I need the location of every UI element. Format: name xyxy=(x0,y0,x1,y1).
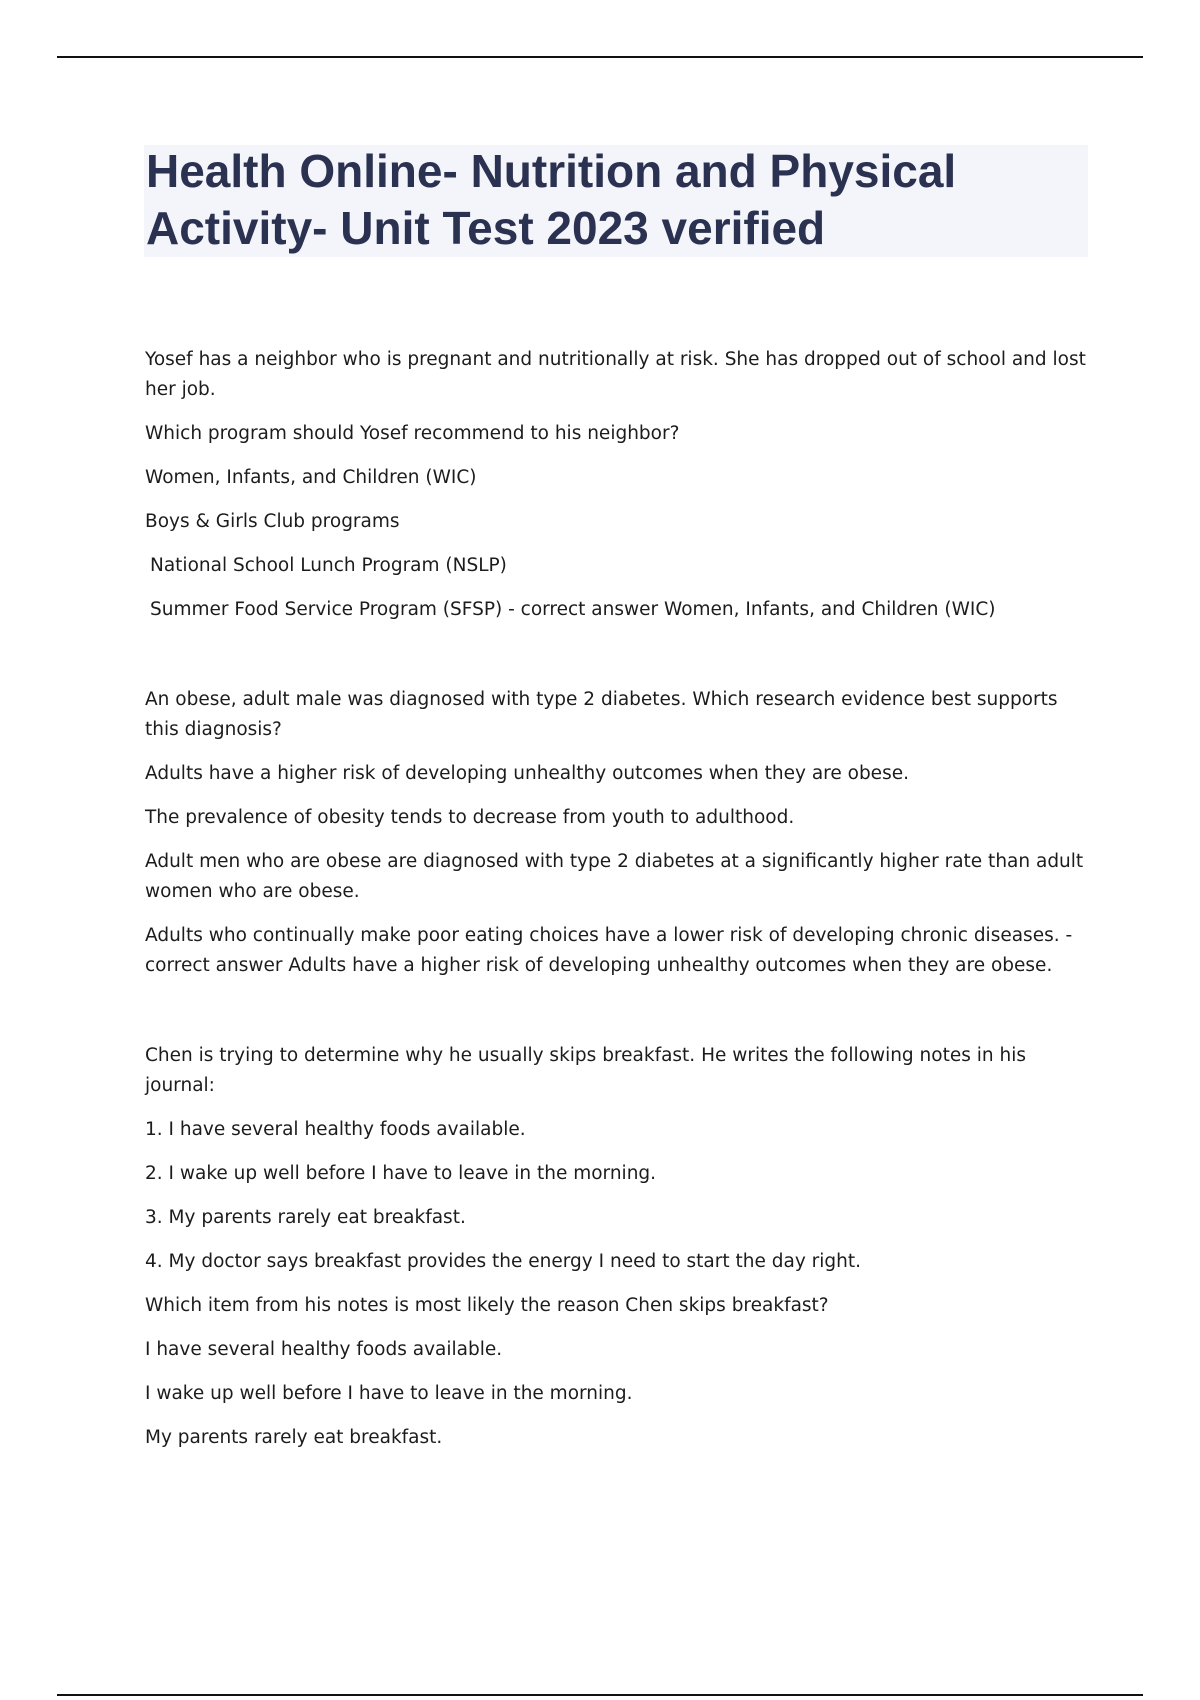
answer-option-with-correct-answer: Adults who continually make poor eating choices have a lower risk of developing chronic diseases. - correct answer Adults have a higher risk of developing unhealthy outcomes when they are obese. xyxy=(145,925,1073,976)
journal-note: 1. I have several healthy foods available. xyxy=(145,1119,526,1140)
journal-note: 2. I wake up well before I have to leave in the morning. xyxy=(145,1163,657,1184)
answer-option: Adult men who are obese are diagnosed with type 2 diabetes at a significantly higher rate than adult women who are obese. xyxy=(145,851,1084,902)
question-text: Yosef has a neighbor who is pregnant and nutritionally at risk. She has dropped out of school and lost her job. xyxy=(145,349,1086,400)
question-block-1 xyxy=(145,345,1090,625)
question-text: An obese, adult male was diagnosed with type 2 diabetes. Which research evidence best supports this diagnosis? xyxy=(145,689,1058,740)
question-prompt: Which item from his notes is most likely the reason Chen skips breakfast? xyxy=(145,1295,829,1316)
bottom-rule xyxy=(57,1694,1143,1696)
document-body xyxy=(145,345,1090,1467)
answer-option: My parents rarely eat breakfast. xyxy=(145,1427,443,1448)
document-title: Health Online- Nutrition and Physical Activity- Unit Test 2023 verified xyxy=(146,145,957,254)
journal-note: 4. My doctor says breakfast provides the energy I need to start the day right. xyxy=(145,1251,861,1272)
question-block-2 xyxy=(145,685,1090,981)
answer-option: Boys & Girls Club programs xyxy=(145,511,400,532)
question-block-3 xyxy=(145,1041,1090,1453)
answer-option-with-correct-answer: Summer Food Service Program (SFSP) - correct answer Women, Infants, and Children (WIC) xyxy=(150,599,996,620)
answer-option: Adults have a higher risk of developing unhealthy outcomes when they are obese. xyxy=(145,763,909,784)
answer-option: Women, Infants, and Children (WIC) xyxy=(145,467,477,488)
question-text: Chen is trying to determine why he usually skips breakfast. He writes the following notes in his journal: xyxy=(145,1045,1027,1096)
answer-option: I wake up well before I have to leave in the morning. xyxy=(145,1383,633,1404)
journal-note: 3. My parents rarely eat breakfast. xyxy=(145,1207,466,1228)
answer-option: National School Lunch Program (NSLP) xyxy=(150,555,507,576)
question-prompt: Which program should Yosef recommend to his neighbor? xyxy=(145,423,680,444)
answer-option: The prevalence of obesity tends to decrease from youth to adulthood. xyxy=(145,807,795,828)
answer-option: I have several healthy foods available. xyxy=(145,1339,503,1360)
top-rule xyxy=(57,56,1143,58)
